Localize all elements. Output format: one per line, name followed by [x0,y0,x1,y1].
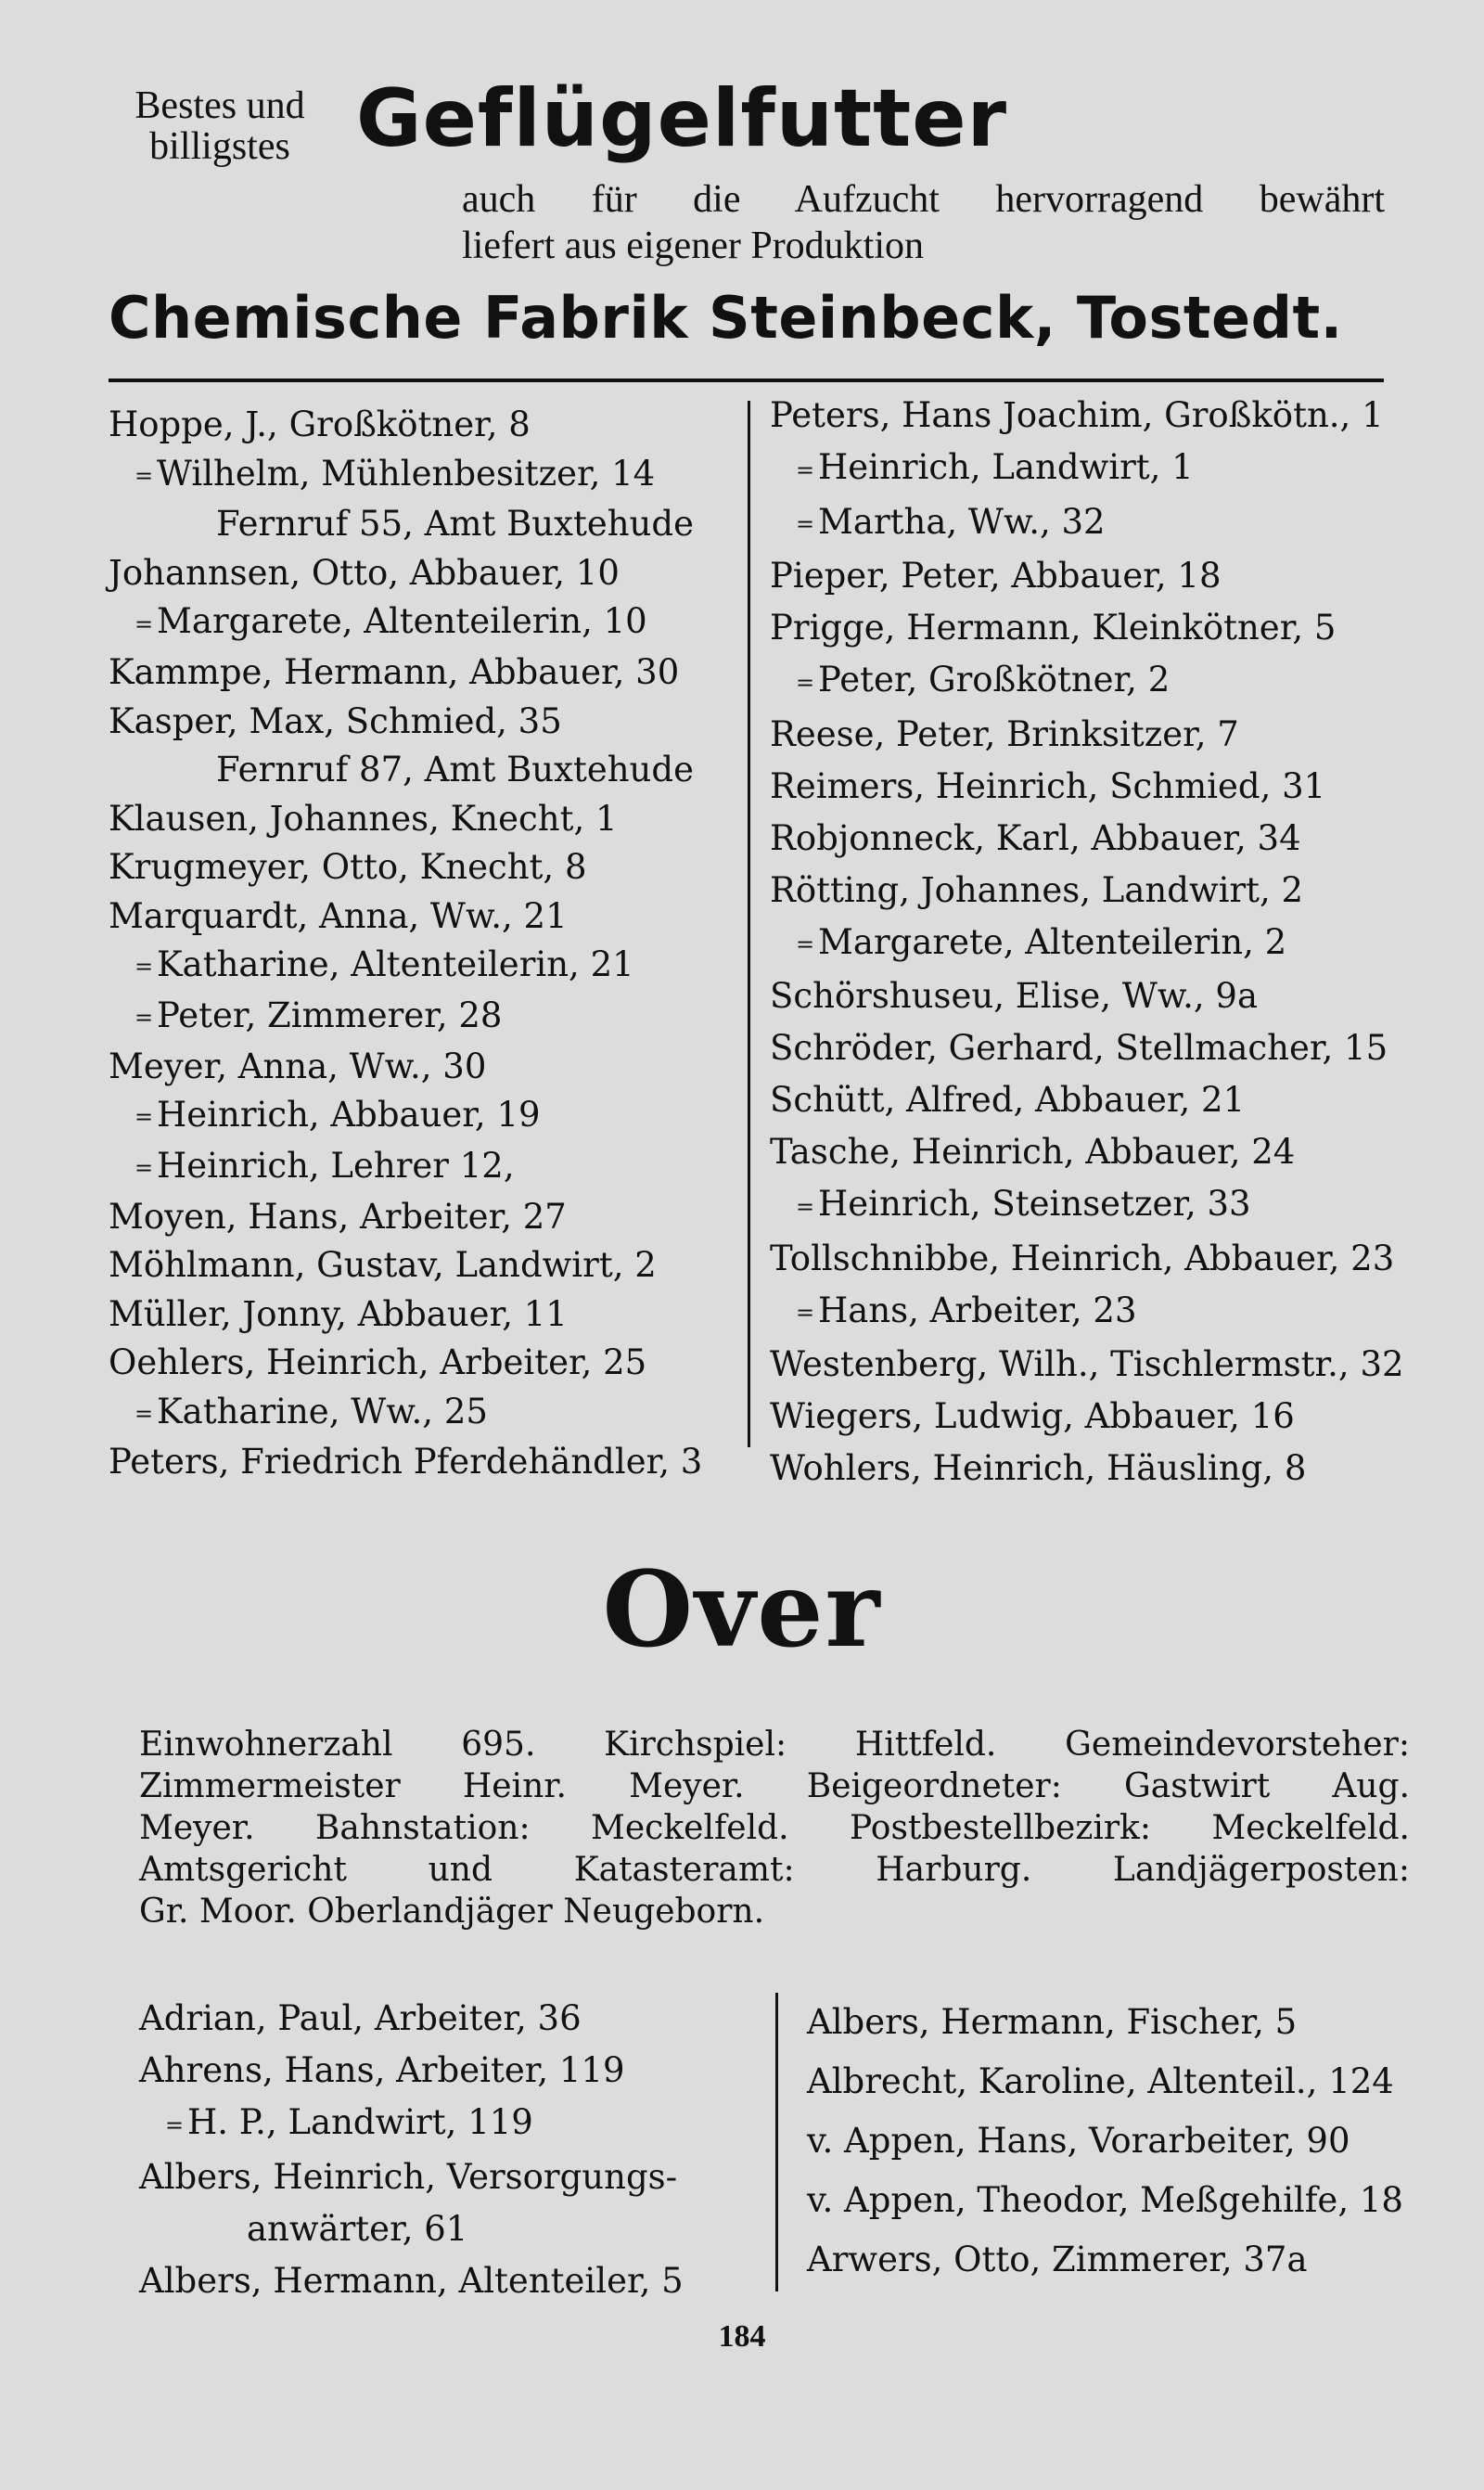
list-item: = Heinrich, Lehrer 12, [109,1142,739,1193]
page-number: 184 [718,2319,766,2354]
list-item: Prigge, Hermann, Kleinkötner, 5 [770,608,1337,648]
ad-tagline [104,85,336,167]
list-item: Albrecht, Karoline, Altenteil., 124 [807,2061,1394,2101]
list-item: Kammpe, Hermann, Abbauer, 30 [109,652,680,692]
list-item: Möhlmann, Gustav, Landwirt, 2 [109,1245,657,1285]
list-item: = Wilhelm, Mühlenbesitzer, 14 [109,450,739,501]
list-item: Wohlers, Heinrich, Häusling, 8 [770,1448,1307,1488]
list-item: Reese, Peter, Brinksitzer, 7 [770,713,1239,754]
list-item: = Katharine, Ww., 25 [109,1388,739,1439]
column-divider [775,1993,778,2291]
list-item: Wiegers, Ludwig, Abbauer, 16 [770,1396,1295,1436]
list-item-continuation: Fernruf 55, Amt Buxtehude [216,504,694,545]
ditto-mark: = [134,1155,154,1181]
list-item: Robjonneck, Karl, Abbauer, 34 [770,817,1301,858]
list-item: Tasche, Heinrich, Abbauer, 24 [770,1132,1296,1172]
list-item: Hoppe, J., Großkötner, 8 [109,404,531,444]
list-item: = Peter, Zimmerer, 28 [109,992,739,1043]
lower-right-column [807,1993,1456,2290]
list-item: = Margarete, Altenteilerin, 10 [109,597,739,648]
ditto-mark: = [796,1193,815,1220]
ditto-mark: = [796,511,815,537]
list-item: = Heinrich, Steinsetzer, 33 [770,1178,1419,1233]
list-item: Meyer, Anna, Ww., 30 [109,1046,487,1086]
list-item: = Heinrich, Abbauer, 19 [109,1091,739,1142]
list-item: Schütt, Alfred, Abbauer, 21 [770,1080,1246,1120]
list-item-continuation: Fernruf 87, Amt Buxtehude [216,750,694,789]
ad-description [462,176,1385,269]
ditto-mark: = [134,462,154,489]
list-item: Klausen, Johannes, Knecht, 1 [109,798,618,839]
list-item: Albers, Hermann, Altenteiler, 5 [139,2260,684,2301]
list-item: = Margarete, Altenteilerin, 2 [770,917,1419,971]
list-item: v. Appen, Hans, Vorarbeiter, 90 [807,2121,1350,2161]
list-item-continuation: anwärter, 61 [247,2208,468,2249]
ditto-mark: = [796,931,815,957]
list-item: Schröder, Gerhard, Stellmacher, 15 [770,1028,1388,1068]
list-item: Schörshuseu, Elise, Ww., 9a [770,976,1259,1016]
ad-title: Geflügelfutter [356,72,1007,165]
list-item: Adrian, Paul, Arbeiter, 36 [139,1998,582,2038]
list-item: = Hans, Arbeiter, 23 [770,1285,1419,1340]
list-item: Ahrens, Hans, Arbeiter, 119 [139,2050,625,2090]
list-item: Johannsen, Otto, Abbauer, 10 [109,552,620,593]
upper-right-column [770,390,1419,1495]
ad-description-line-2: liefert aus eigener Produktion [462,225,925,267]
list-item: Westenberg, Wilh., Tischlermstr., 32 [770,1344,1404,1384]
ditto-mark: = [796,456,815,483]
lower-left-column [139,1993,770,2307]
list-item: Peters, Hans Joachim, Großkötn., 1 [770,395,1384,435]
list-item: Tollschnibbe, Heinrich, Abbauer, 23 [770,1238,1395,1278]
ditto-mark: = [134,610,154,637]
ad-tagline-line-1: Bestes und [134,84,305,127]
list-item: v. Appen, Theodor, Meßgehilfe, 18 [807,2180,1403,2220]
ditto-mark: = [165,2111,185,2138]
ditto-mark: = [134,1104,154,1131]
ditto-mark: = [796,669,815,696]
list-item: Peters, Friedrich Pferdehändler, 3 [109,1442,703,1482]
info-line: Einwohnerzahl 695. Kirchspiel: Hittfeld. Gemeindevorsteher: [139,1726,1410,1764]
divider-rule [109,379,1384,382]
list-item: = Katharine, Altenteilerin, 21 [109,941,739,992]
upper-left-column [109,401,739,1487]
info-line: Gr. Moor. Oberlandjäger Neugeborn. [139,1893,765,1931]
list-item: Rötting, Johannes, Landwirt, 2 [770,869,1304,910]
list-item: Oehlers, Heinrich, Arbeiter, 25 [109,1342,647,1382]
list-item: Arwers, Otto, Zimmerer, 37a [807,2240,1308,2279]
ditto-mark: = [134,954,154,981]
ditto-mark: = [134,1005,154,1031]
ditto-mark: = [134,1400,154,1427]
list-item: Pieper, Peter, Abbauer, 18 [770,556,1222,596]
list-item: = H. P., Landwirt, 119 [139,2097,770,2151]
list-item: Moyen, Hans, Arbeiter, 27 [109,1196,567,1237]
ad-company: Chemische Fabrik Steinbeck, Tostedt. [109,284,1343,352]
info-line: Meyer. Bahnstation: Meckelfeld. Postbestellbezirk: Meckelfeld. [139,1809,1410,1847]
section-info [139,1724,1410,1932]
list-item: Albers, Heinrich, Versorgungs- [139,2156,678,2197]
list-item: Reimers, Heinrich, Schmied, 31 [770,765,1326,806]
ditto-mark: = [796,1300,815,1326]
list-item: Marquardt, Anna, Ww., 21 [109,895,568,936]
list-item: Kasper, Max, Schmied, 35 [109,700,562,741]
list-item: = Martha, Ww., 32 [770,496,1419,551]
info-line: Zimmermeister Heinr. Meyer. Beigeordneter: Gastwirt Aug. [139,1767,1410,1805]
list-item: Albers, Hermann, Fischer, 5 [807,2002,1298,2042]
ad-tagline-line-2: billigstes [149,125,290,168]
section-heading: Over [602,1549,882,1671]
list-item: Müller, Jonny, Abbauer, 11 [109,1293,568,1334]
ad-description-line-1: auch für die Aufzucht hervorragend bewährt [462,178,1385,221]
list-item: = Peter, Großkötner, 2 [770,654,1419,709]
info-line: Amtsgericht und Katasteramt: Harburg. Landjägerposten: [139,1851,1410,1889]
column-divider [748,401,750,1447]
list-item: Krugmeyer, Otto, Knecht, 8 [109,847,587,887]
list-item: = Heinrich, Landwirt, 1 [770,442,1419,496]
